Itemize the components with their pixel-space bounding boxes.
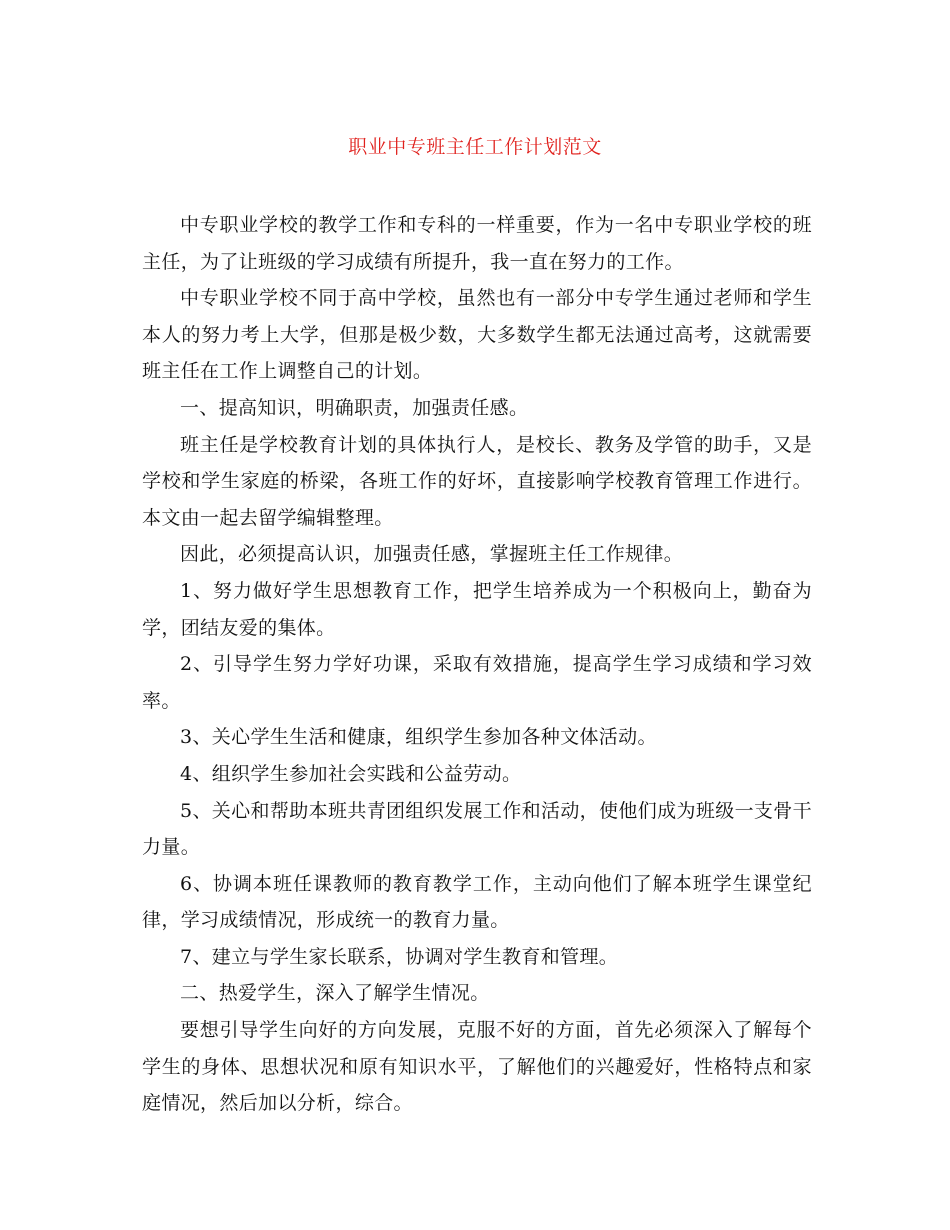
section-heading-2: 二、热爱学生，深入了解学生情况。: [180, 982, 490, 1005]
document-title: 职业中专班主任工作计划范文: [348, 136, 602, 158]
section-heading-1: 一、提高知识，明确职责，加强责任感。: [180, 396, 529, 419]
paragraph-therefore: 因此，必须提高认识，加强责任感，掌握班主任工作规律。: [180, 543, 684, 566]
paragraph-understand-students: 要想引导学生向好的方向发展，克服不好的方面，首先必须深入了解每个学生的身体、思想状况和原有知识水平，了解他们的兴趣爱好，性格特点和家庭情况，然后加以分析，综合。: [142, 1019, 812, 1115]
list-item-2: 2、引导学生努力学好功课，采取有效措施，提高学生学习成绩和学习效率。: [142, 653, 812, 712]
document-body: [142, 207, 812, 1122]
paragraph-intro: 中专职业学校的教学工作和专科的一样重要，作为一名中专职业学校的班主任，为了让班级的学习成绩有所提升，我一直在努力的工作。: [142, 214, 812, 273]
list-item-4: 4、组织学生参加社会实践和公益劳动。: [180, 762, 522, 785]
list-item-1: 1、努力做好学生思想教育工作，把学生培养成为一个积极向上，勤奋为学，团结友爱的集体。: [142, 579, 812, 639]
paragraph-background: 中专职业学校不同于高中学校，虽然也有一部分中专学生通过老师和学生本人的努力考上大学，但那是极少数，大多数学生都无法通过高考，这就需要班主任在工作上调整自己的计划。: [142, 287, 812, 383]
list-item-6: 6、协调本班任课教师的教育教学工作，主动向他们了解本班学生课堂纪律，学习成绩情况，形成统一的教育力量。: [142, 872, 812, 932]
list-item-3: 3、关心学生生活和健康，组织学生参加各种文体活动。: [180, 726, 657, 749]
list-item-5: 5、关心和帮助本班共青团组织发展工作和活动，使他们成为班级一支骨干力量。: [142, 799, 812, 859]
paragraph-role: 班主任是学校教育计划的具体执行人，是校长、教务及学管的助手，又是学校和学生家庭的桥梁，各班工作的好坏，直接影响学校教育管理工作进行。本文由一起去留学编辑整理。: [142, 433, 812, 529]
list-item-7: 7、建立与学生家长联系，协调对学生教育和管理。: [180, 945, 619, 968]
